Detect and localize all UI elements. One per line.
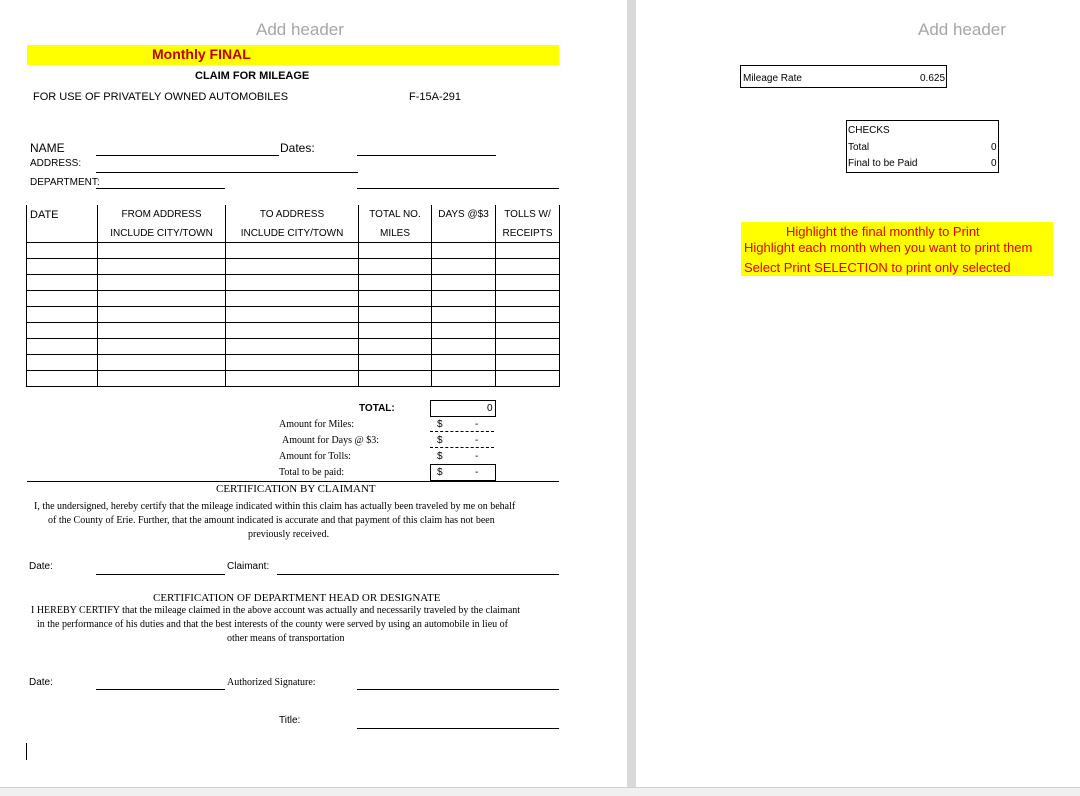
claimant-cert-line1: I, the undersigned, hereby certify that the mileage indicated within this claim has actually been traveled by me on behalf xyxy=(34,501,516,512)
department-extra-field[interactable] xyxy=(357,188,559,189)
table-row[interactable] xyxy=(27,291,560,307)
checks-final-label: Final to be Paid xyxy=(848,158,918,169)
table-row[interactable] xyxy=(27,307,560,323)
form-code: F-15A-291 xyxy=(409,91,461,103)
header2-miles: MILES xyxy=(359,224,432,243)
claimant-cert-line3: previously received. xyxy=(248,529,330,540)
dept-cert-line1: I HEREBY CERTIFY that the mileage claimed in the above account was actually and necessarily traveled by the claimant xyxy=(31,605,521,616)
header2-from: INCLUDE CITY/TOWN xyxy=(98,224,226,243)
header-miles: TOTAL NO. xyxy=(359,205,432,224)
total-value: 0 xyxy=(487,403,493,414)
amount-days-label: Amount for Days @ $3: xyxy=(282,435,379,446)
claimant-date-field[interactable] xyxy=(96,574,225,575)
instructions-line3: Select Print SELECTION to print only selected xyxy=(744,260,1011,275)
mileage-table xyxy=(26,205,560,387)
address-label: ADDRESS: xyxy=(30,158,82,169)
mileage-rate-label: Mileage Rate xyxy=(743,73,802,84)
mileage-rate-value: 0.625 xyxy=(920,73,946,84)
amount-tolls-value: - xyxy=(475,451,479,462)
header2-date xyxy=(27,224,98,243)
amount-days-value: - xyxy=(475,435,479,446)
table-row[interactable] xyxy=(27,275,560,291)
header2-tolls: RECEIPTS xyxy=(496,224,560,243)
amount-miles-label: Amount for Miles: xyxy=(279,419,354,430)
certification-divider xyxy=(27,481,559,482)
form-title: Monthly FINAL xyxy=(152,46,251,62)
name-label: NAME xyxy=(30,141,65,155)
header2-to: INCLUDE CITY/TOWN xyxy=(226,224,359,243)
amount-days-currency: $ xyxy=(437,435,443,446)
instructions-line2: Highlight each month when you want to print them xyxy=(744,240,1033,255)
table-row[interactable] xyxy=(27,355,560,371)
checks-total-label: Total xyxy=(848,142,870,153)
total-paid-value: - xyxy=(475,467,479,478)
dept-date-label: Date: xyxy=(29,677,53,688)
checks-final-value: 0 xyxy=(991,158,997,169)
auth-signature-field[interactable] xyxy=(357,689,559,690)
header-tolls: TOLLS W/ xyxy=(496,205,560,224)
department-label: DEPARTMENT: xyxy=(30,177,100,188)
amount-tolls-currency: $ xyxy=(437,451,443,462)
claimant-field[interactable] xyxy=(277,574,559,575)
page2-header-hint[interactable]: Add header xyxy=(918,20,1006,39)
checks-total-value: 0 xyxy=(991,142,997,153)
dept-cert-line2: in the performance of his duties and that the best interests of the county were served by using an automobile in lieu of xyxy=(37,619,508,630)
total-label: TOTAL: xyxy=(359,403,395,414)
header2-days xyxy=(432,224,496,243)
name-field[interactable] xyxy=(96,155,279,156)
header-to: TO ADDRESS xyxy=(226,205,359,224)
amount-miles-line xyxy=(430,431,494,432)
text-cursor xyxy=(26,743,27,760)
amount-tolls-label: Amount for Tolls: xyxy=(279,451,351,462)
header-from: FROM ADDRESS xyxy=(98,205,226,224)
amount-days-line xyxy=(430,447,494,448)
claimant-cert-title: CERTIFICATION BY CLAIMANT xyxy=(216,483,376,495)
table-row[interactable] xyxy=(27,371,560,387)
table-row[interactable] xyxy=(27,323,560,339)
form-subtitle: CLAIM FOR MILEAGE xyxy=(195,70,310,82)
dept-date-field[interactable] xyxy=(96,689,225,690)
auth-signature-label: Authorized Signature: xyxy=(227,677,316,688)
claimant-date-label: Date: xyxy=(29,561,53,572)
instructions-line1: Highlight the final monthly to Print xyxy=(786,224,980,239)
page-2 xyxy=(636,0,1080,787)
total-paid-currency: $ xyxy=(437,467,443,478)
claimant-cert-line2: of the County of Erie. Further, that the amount indicated is accurate and that payment of this claim has not been xyxy=(48,515,495,526)
header-date: DATE xyxy=(27,205,98,224)
table-row[interactable] xyxy=(27,339,560,355)
title-label: Title: xyxy=(279,715,301,726)
page1-header-hint[interactable]: Add header xyxy=(256,20,344,39)
for-use-text: FOR USE OF PRIVATELY OWNED AUTOMOBILES xyxy=(33,91,289,103)
dates-field[interactable] xyxy=(357,155,496,156)
table-row[interactable] xyxy=(27,243,560,259)
checks-title: CHECKS xyxy=(848,125,890,136)
title-field[interactable] xyxy=(357,728,559,729)
title-highlight[interactable] xyxy=(27,45,559,65)
page-gap xyxy=(627,0,636,787)
table-row[interactable] xyxy=(27,259,560,275)
amount-miles-value: - xyxy=(475,419,479,430)
dates-label: Dates: xyxy=(280,141,315,155)
total-paid-label: Total to be paid: xyxy=(279,467,345,478)
department-field[interactable] xyxy=(96,188,225,189)
address-field[interactable] xyxy=(96,172,358,173)
dept-cert-line3: other means of transportation xyxy=(227,633,345,642)
dept-cert-title: CERTIFICATION OF DEPARTMENT HEAD OR DESIGNATE xyxy=(153,592,441,604)
amount-miles-currency: $ xyxy=(437,419,443,430)
claimant-label: Claimant: xyxy=(227,561,270,572)
header-days: DAYS @$3 xyxy=(432,205,496,224)
